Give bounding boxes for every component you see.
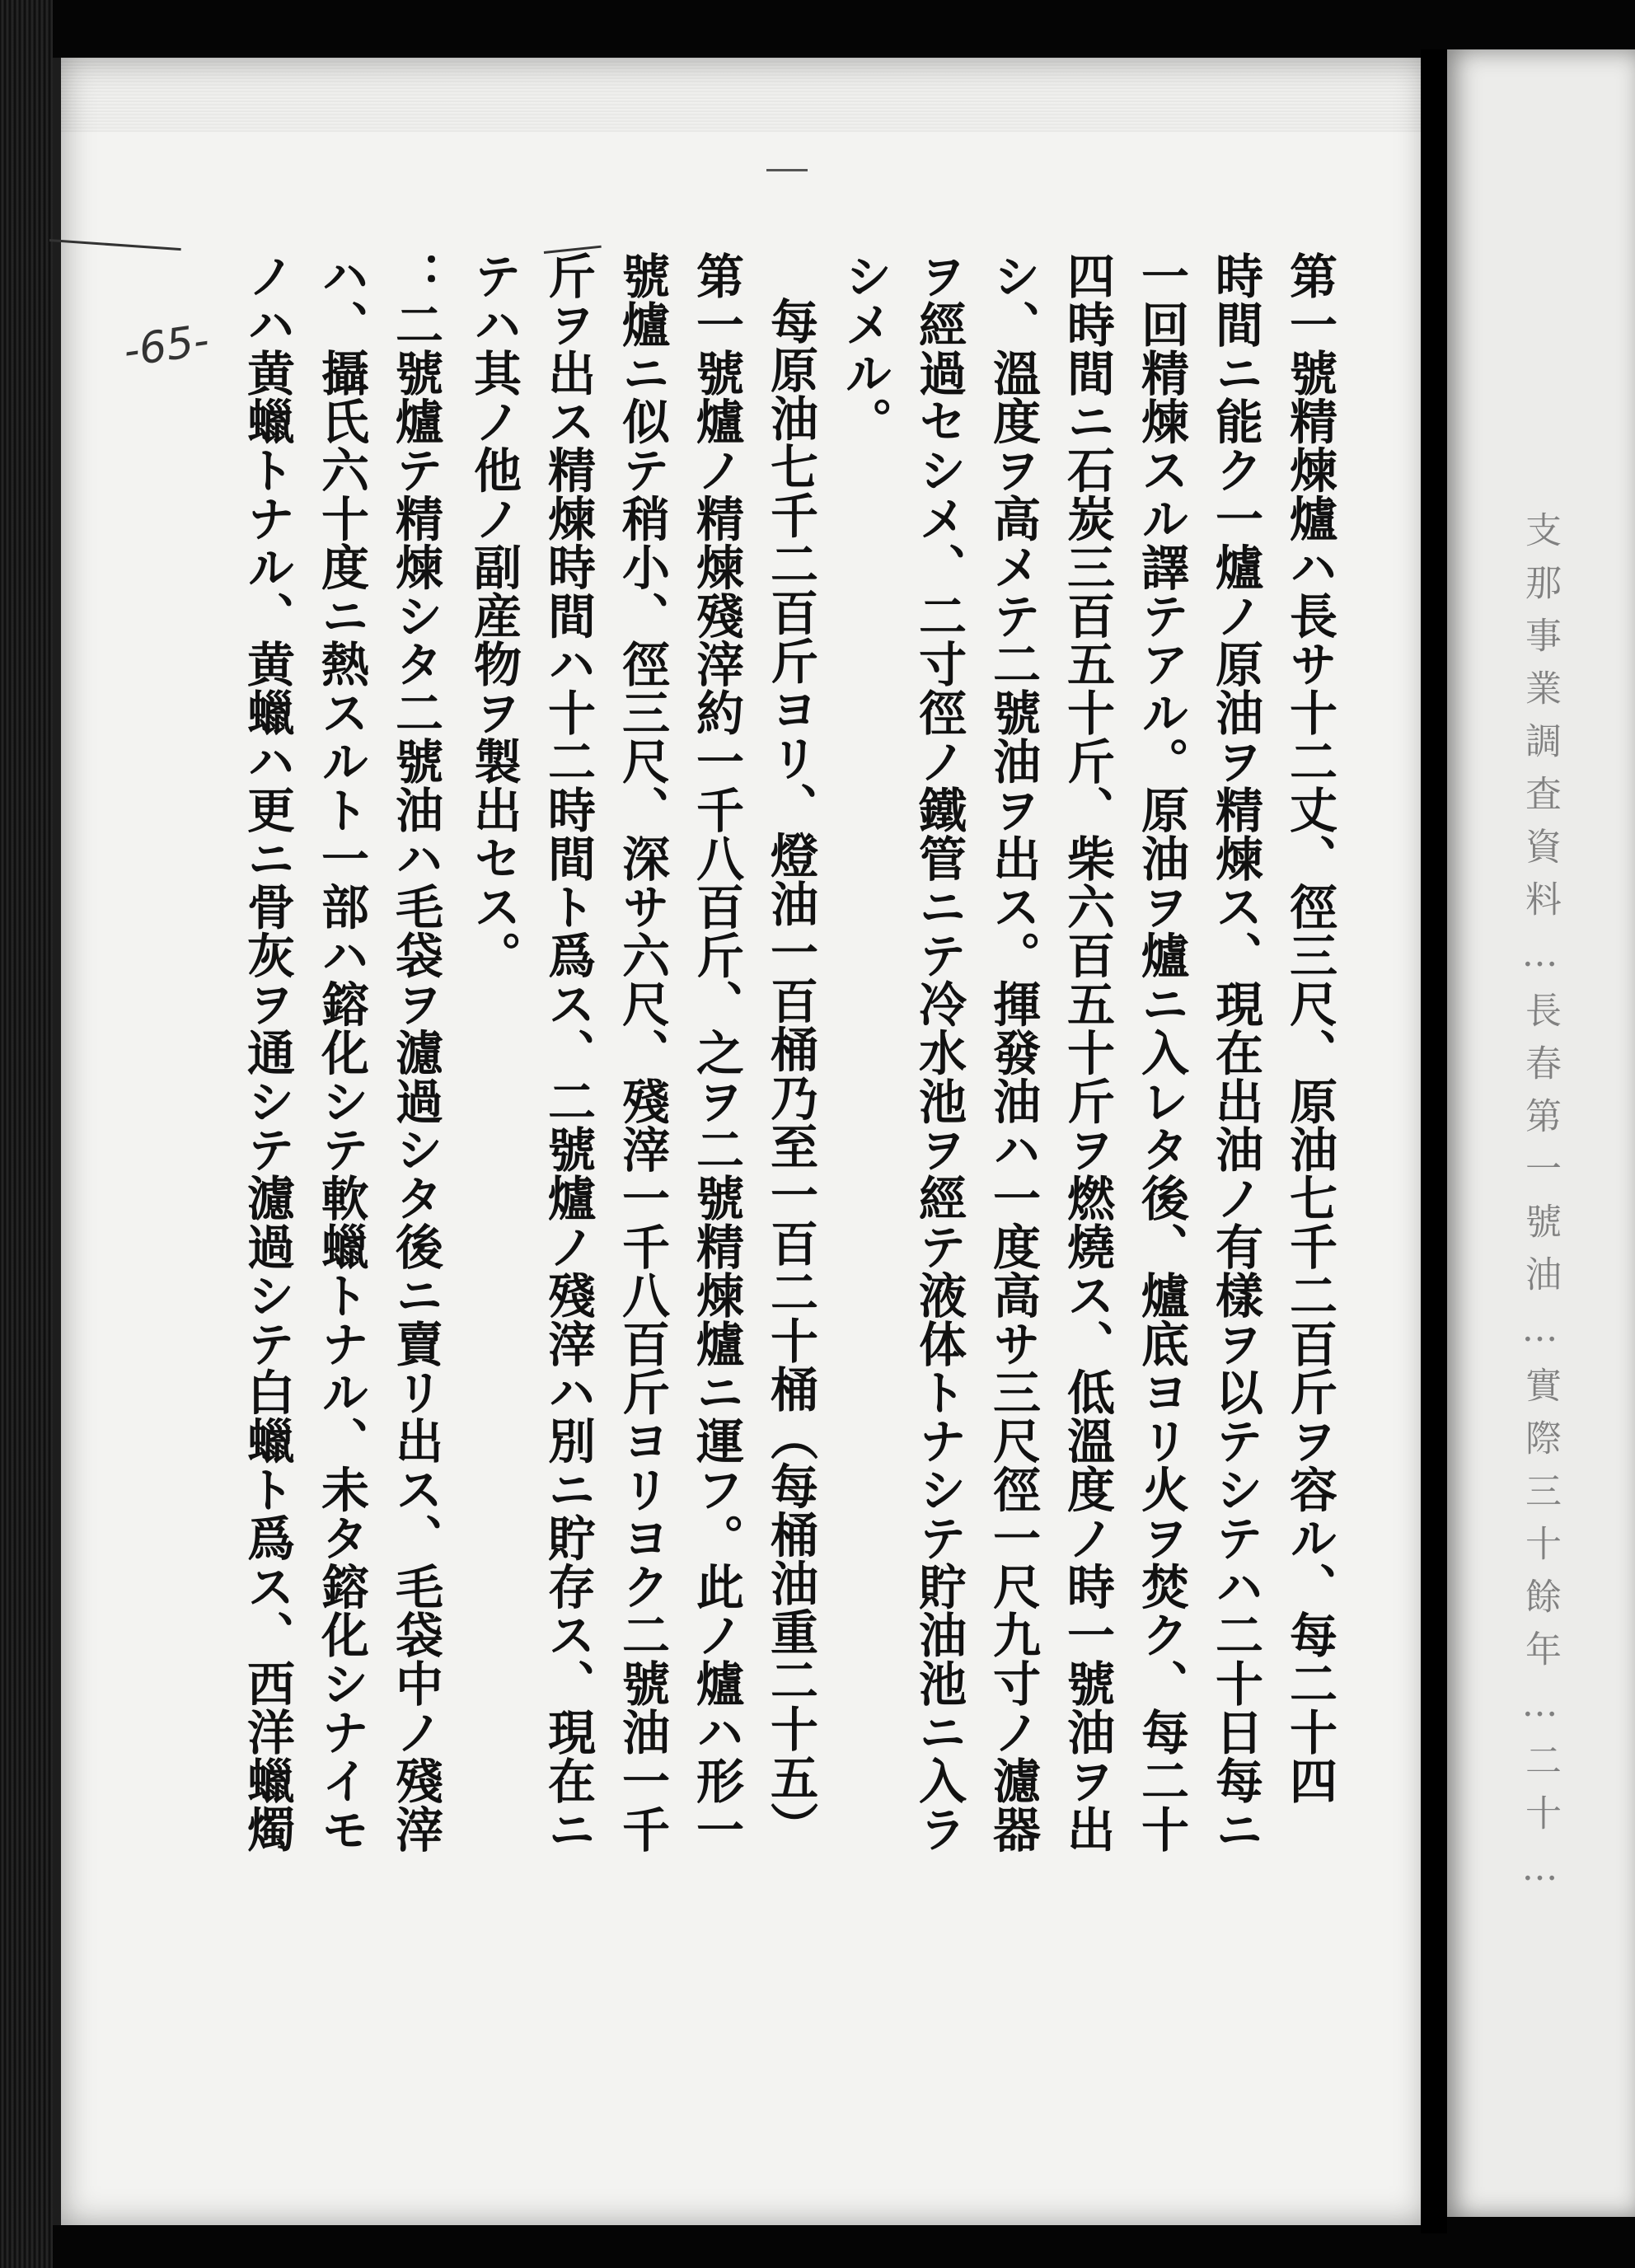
facing-page-bleed-text: 支那事業調査資料…長春第一號油…實際三十餘年…二十…	[1519, 511, 1561, 1905]
text-column: ノハ黄蠟トナル、黄蠟ハ更ニ骨灰ヲ通シテ濾過シテ白蠟ト爲ス、西洋蠟燭	[239, 251, 295, 1853]
text-column: 每原油七千二百斤ヨリ、燈油一百桶乃至一百二十桶（每桶油重二十五）	[762, 297, 818, 1850]
text-column: ハ、攝氏六十度ニ熱スルト一部ハ鎔化シテ軟蠟トナル、未タ鎔化シナイモ	[313, 251, 369, 1853]
header-rule	[766, 169, 808, 171]
facing-page	[1447, 49, 1635, 2217]
text-column: 一回精煉スル譯テアル。原油ヲ爐ニ入レタ後、爐底ヨリ火ヲ焚ク、每二十	[1133, 251, 1189, 1853]
text-column: 時間ニ能ク一爐ノ原油ヲ精煉ス、現在出油ノ有樣ヲ以テシテハ二十日每ニ	[1207, 251, 1263, 1853]
text-column: 斤ヲ出ス精煉時間ハ十二時間ト爲ス、二號爐ノ殘滓ハ別ニ貯存ス、現在ニ	[540, 251, 596, 1853]
text-column: シ、溫度ヲ高メテ二號油ヲ出ス。揮發油ハ一度高サ三尺徑一尺九寸ノ濾器	[985, 251, 1041, 1853]
text-column: ヲ經過セシメ、二寸徑ノ鐵管ニテ冷水池ヲ經テ液体トナシテ貯油池ニ入ラ	[911, 251, 967, 1853]
text-column: シメル。	[836, 251, 892, 446]
text-column: ：二號爐テ精煉シタ二號油ハ毛袋ヲ濾過シタ後ニ賣リ出ス、毛袋中ノ殘滓	[387, 251, 443, 1853]
text-column: テハ其ノ他ノ副産物ヲ製出セス。	[466, 251, 522, 980]
text-column: 第一號爐ノ精煉殘滓約一千八百斤、之ヲ二號精煉爐ニ運フ。此ノ爐ハ形一	[688, 251, 744, 1853]
page-number: -65-	[120, 316, 213, 377]
text-column: 四時間ニ石炭三百五十斤、柴六百五十斤ヲ燃燒ス、低溫度ノ時一號油ヲ出	[1059, 251, 1115, 1853]
text-column: 第一號精煉爐ハ長サ十二丈、徑三尺、原油七千二百斤ヲ容ル、每二十四	[1281, 251, 1338, 1805]
text-column: 號爐ニ似テ稍小、徑三尺、深サ六尺、殘滓一千八百斤ヨリヨク二號油一千	[614, 251, 670, 1853]
page-gutter	[1421, 49, 1447, 2233]
book-binding	[0, 0, 53, 2268]
